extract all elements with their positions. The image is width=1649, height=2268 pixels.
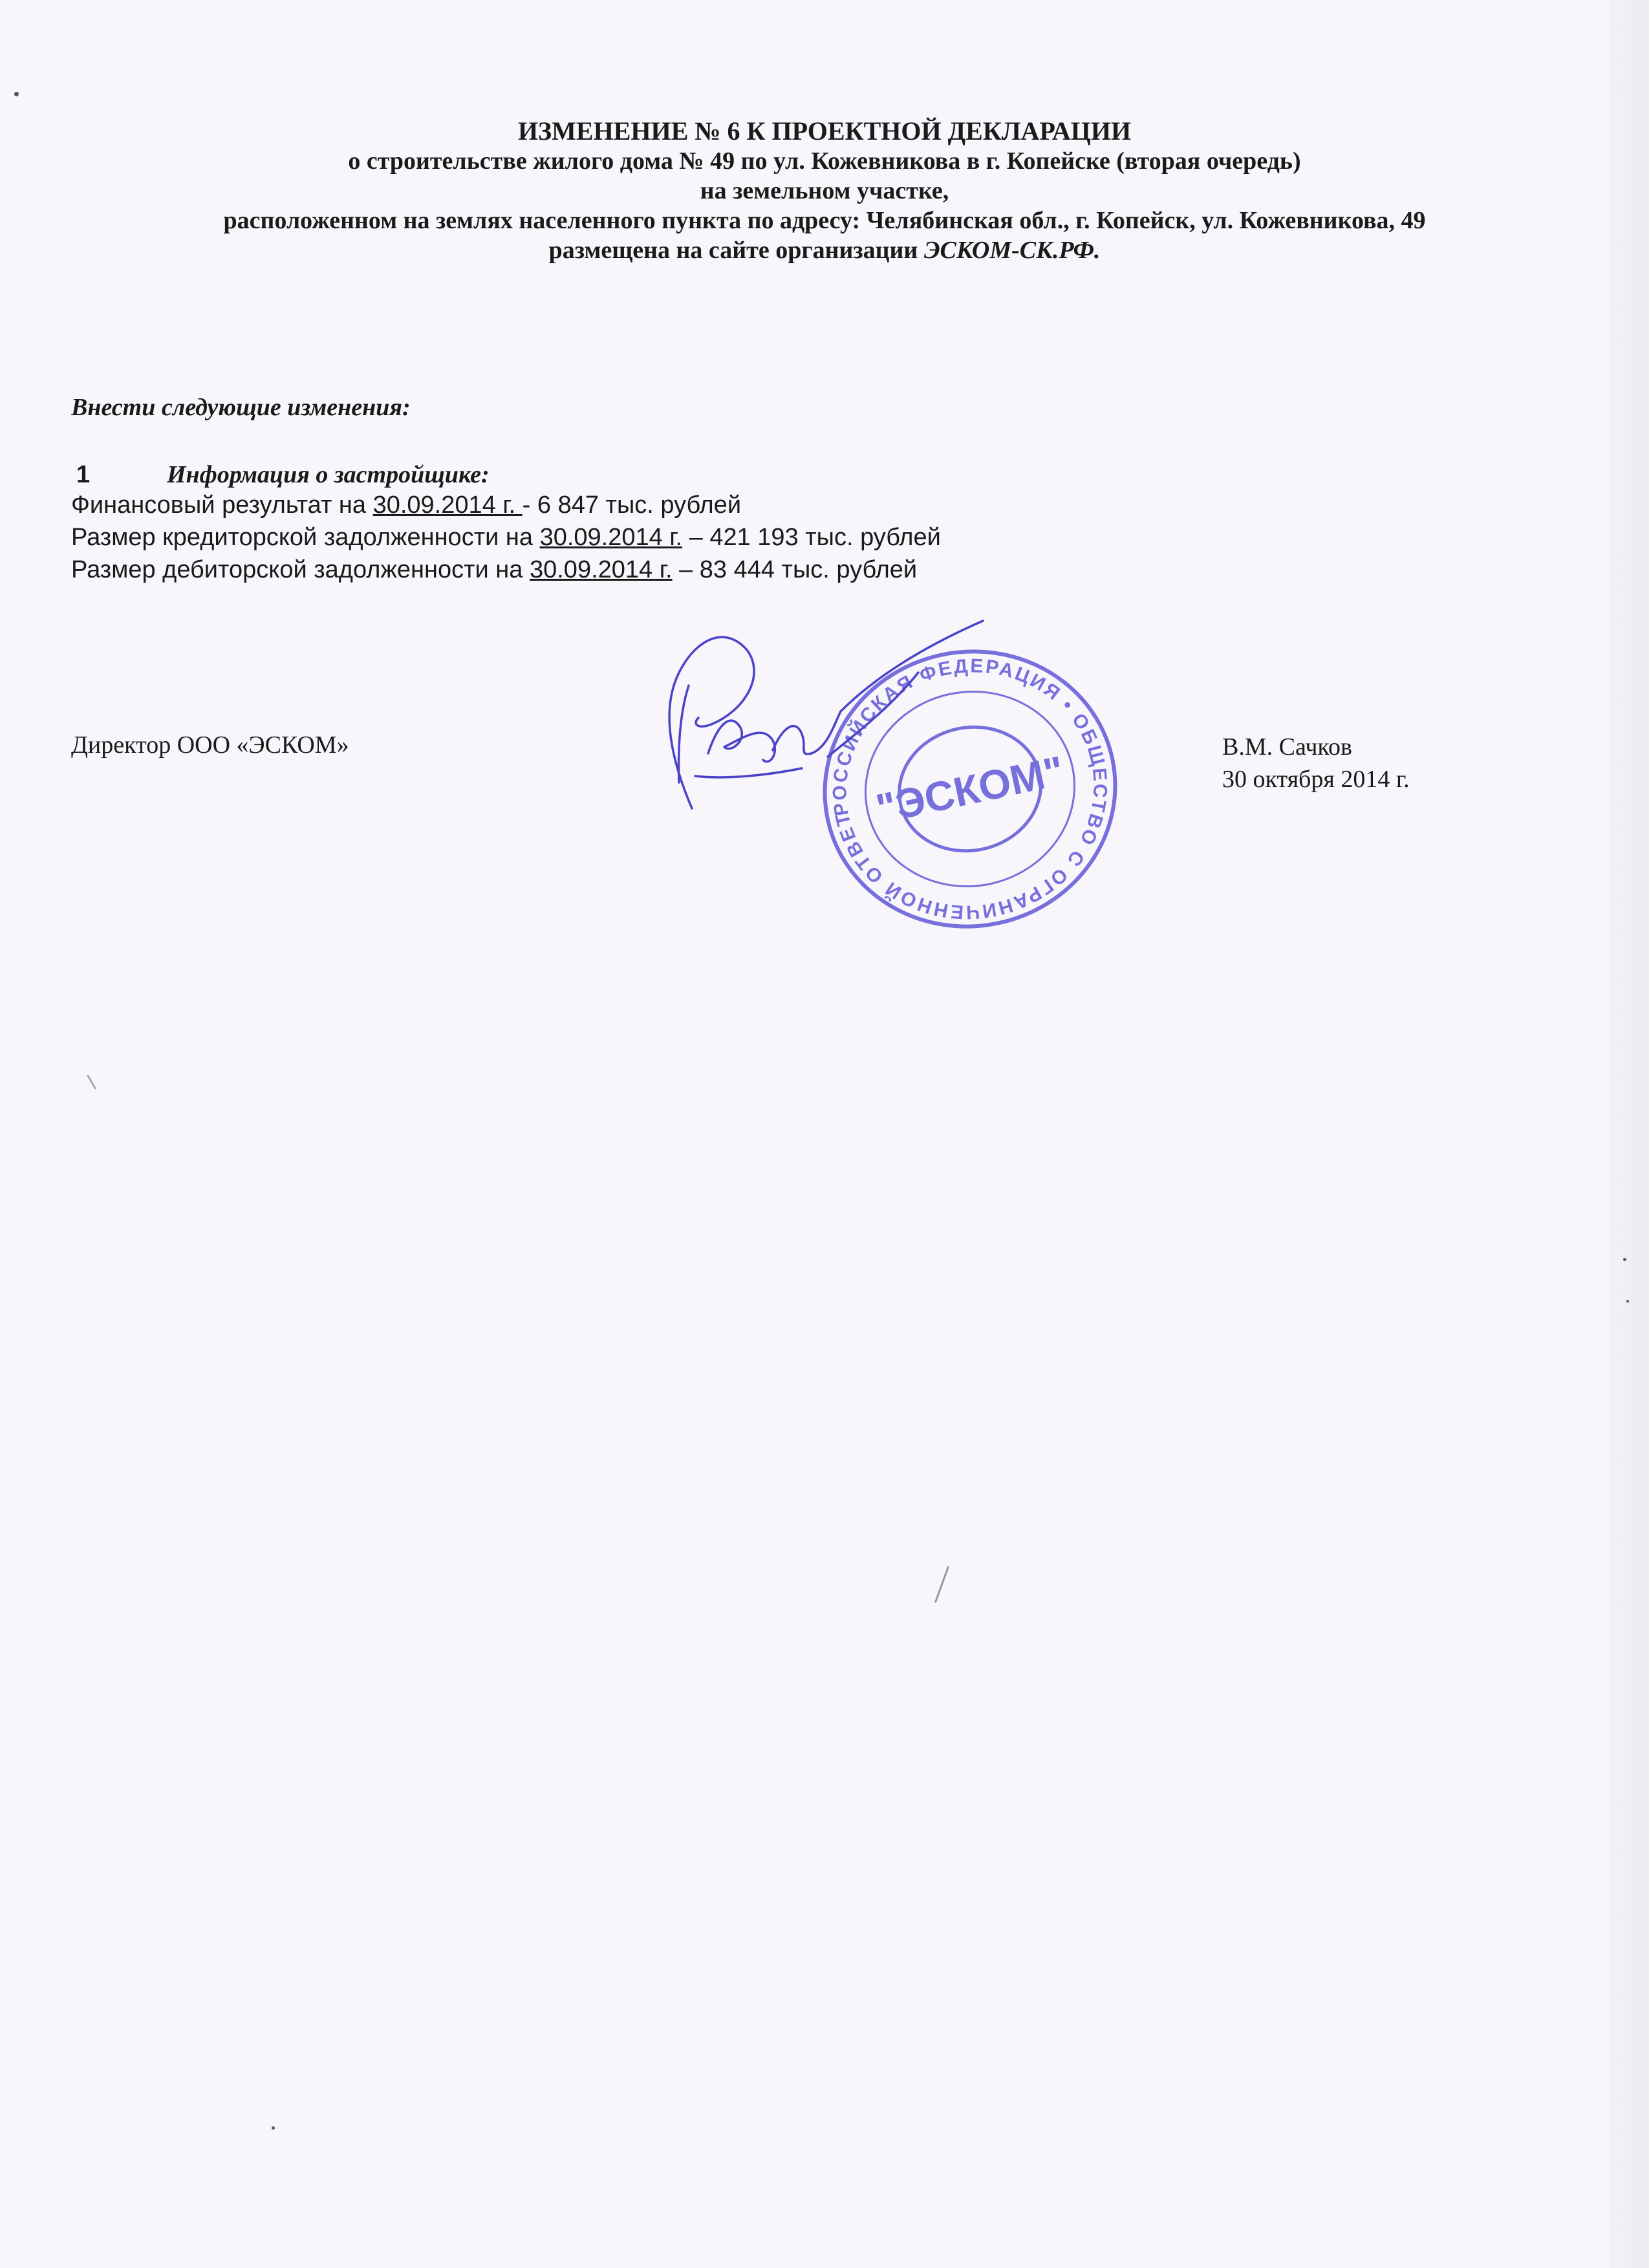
- site-prefix: размещена на сайте организации: [548, 237, 924, 264]
- stamp-ring-text: РОССИЙСКАЯ ФЕДЕРАЦИЯ • ОБЩЕСТВО С ОГРАНИЧЕННОЙ ОТВЕТСТВЕННОСТЬЮ: [829, 655, 1111, 923]
- line-label: Размер дебиторской задолженности на: [71, 556, 530, 583]
- scan-speck: [14, 92, 19, 96]
- scan-speck: [1626, 1300, 1629, 1302]
- receivables-line: [71, 554, 941, 586]
- payables-line: [71, 521, 941, 554]
- signatory-role: Директор ООО «ЭСКОМ»: [71, 731, 349, 759]
- line-date: 30.09.2014 г.: [539, 524, 683, 551]
- handwritten-signature: [634, 614, 1035, 828]
- signature-date: 30 октября 2014 г.: [1222, 766, 1410, 793]
- line-date: 30.09.2014 г.: [372, 491, 523, 519]
- line-label: Размер кредиторской задолженности на: [71, 524, 540, 551]
- page-edge-shadow: [1610, 0, 1649, 2268]
- section-heading: [71, 460, 490, 489]
- signatory-block: [1222, 731, 1410, 795]
- line-value: – 421 193 тыс. рублей: [682, 524, 941, 551]
- section-title: Информация о застройщике:: [167, 461, 490, 488]
- financial-result-line: [71, 489, 941, 521]
- document-subtitle-plot: на земельном участке,: [700, 177, 949, 204]
- document-subtitle-address: расположенном на землях населенного пункта по адресу: Челябинская обл., г. Копейск, ул. Кожевникова, 49: [223, 207, 1426, 234]
- stamp-center-text: "ЭСКОМ": [872, 747, 1068, 832]
- document-title: ИЗМЕНЕНИЕ № 6 К ПРОЕКТНОЙ ДЕКЛАРАЦИИ: [517, 116, 1132, 146]
- section-number: 1: [76, 461, 91, 488]
- scan-speck: [934, 1566, 949, 1603]
- document-subtitle-site: [39, 235, 1610, 265]
- line-value: - 6 847 тыс. рублей: [522, 491, 742, 519]
- scan-speck: [272, 2126, 275, 2130]
- line-date: 30.09.2014 г.: [529, 556, 673, 583]
- developer-info-lines: [71, 489, 941, 586]
- document-subtitle-object: о строительстве жилого дома № 49 по ул. Кожевникова в г. Копейске (вторая очередь): [348, 147, 1301, 175]
- line-value: – 83 444 тыс. рублей: [672, 556, 918, 583]
- site-name: ЭСКОМ-СК.РФ.: [923, 237, 1101, 264]
- changes-intro: Внести следующие изменения:: [71, 394, 411, 421]
- document-header: [39, 116, 1610, 265]
- signatory-name: В.М. Сачков: [1222, 733, 1352, 761]
- scan-speck: [1623, 1258, 1626, 1261]
- scan-speck: [87, 1074, 97, 1090]
- line-label: Финансовый результат на: [71, 491, 373, 519]
